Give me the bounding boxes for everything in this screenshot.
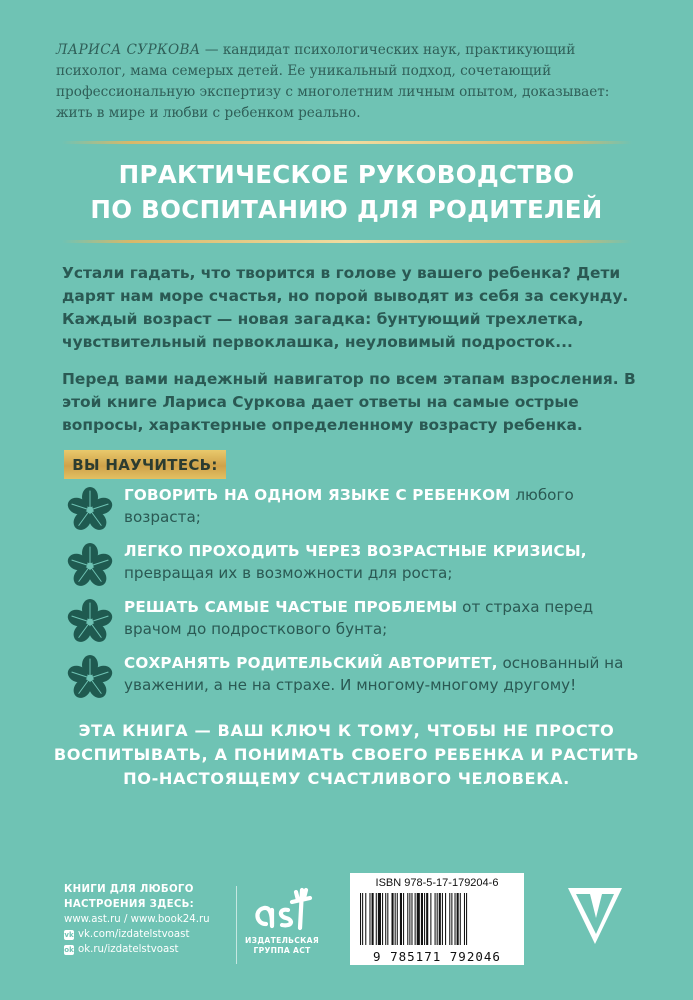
ok-icon: ok <box>64 945 74 954</box>
isbn-number: ISBN 978-5-17-179204-6 <box>375 877 499 889</box>
learn-item-text: от страха перед врачом до подросткового бунта; <box>124 598 594 638</box>
publisher-line-1: ИЗДАТЕЛЬСКАЯ <box>245 936 319 945</box>
learn-item-highlight: ГОВОРИТЬ НА ОДНОМ ЯЗЫКЕ С РЕБЕНКОМ <box>124 486 511 504</box>
closing-line-1: ЭТА КНИГА — ВАШ КЛЮЧ К ТОМУ, ЧТОБЫ НЕ ПРОСТО <box>78 721 615 740</box>
learn-item-text: любого возраста; <box>124 486 574 526</box>
learn-item <box>62 484 662 538</box>
footer-vk[interactable]: vk.com/izdatelstvoast <box>78 929 190 940</box>
barcode-bars <box>360 893 514 947</box>
author-bio <box>56 40 636 124</box>
ast-logo-icon <box>244 880 320 934</box>
learn-item <box>62 596 662 650</box>
footer-heading-1: КНИГИ ДЛЯ ЛЮБОГО <box>64 884 194 895</box>
ast-publisher-logo <box>244 880 320 970</box>
author-name: ЛАРИСА СУРКОВА <box>56 42 201 58</box>
footer-heading-2: НАСТРОЕНИЯ ЗДЕСЬ: <box>64 899 195 910</box>
headline-line-1: ПРАКТИЧЕСКОЕ РУКОВОДСТВО <box>118 160 575 189</box>
learn-badge: ВЫ НАУЧИТЕСЬ: <box>64 450 226 479</box>
gold-divider-bottom <box>62 240 632 243</box>
gold-divider-top <box>62 141 632 144</box>
learn-item-highlight: РЕШАТЬ САМЫЕ ЧАСТЫЕ ПРОБЛЕМЫ <box>124 598 458 616</box>
footer-links <box>64 882 234 957</box>
barcode-digits: 9 785171 792046 <box>373 949 501 964</box>
flower-icon <box>66 542 114 590</box>
learn-item <box>62 652 662 706</box>
learn-item-highlight: ЛЕГКО ПРОХОДИТЬ ЧЕРЕЗ ВОЗРАСТНЫЕ КРИЗИСЫ, <box>124 542 587 560</box>
learn-item-text: основанный на уважении, а не на страхе. И многому-многому другому! <box>124 654 624 694</box>
author-description: — кандидат психологических наук, практикующий психолог, мама семерых детей. Ее уникальный подход, сочетающий профессиональную экспертизу с многолетним личным опытом, доказывает: жить в мире и любви с ребенком реально. <box>56 42 610 121</box>
intro-paragraph-1: Устали гадать, что творится в голове у вашего ребенка? Дети дарят нам море счастья, но порой выводят из себя за секунду. Каждый возраст — новая загадка: бунтующий трехлетка, чувствительный первоклашка, неуловимый подросток... <box>62 264 629 351</box>
headline-line-2: ПО ВОСПИТАНИЮ ДЛЯ РОДИТЕЛЕЙ <box>90 195 603 224</box>
footer-ok[interactable]: ok.ru/izdatelstvoast <box>78 944 179 955</box>
learn-item <box>62 540 662 594</box>
closing-statement <box>0 719 693 791</box>
vk-icon: vk <box>64 930 74 939</box>
footer-divider <box>236 886 237 964</box>
closing-line-2: ВОСПИТЫВАТЬ, А ПОНИМАТЬ СВОЕГО РЕБЕНКА И РАСТИТЬ <box>53 745 640 764</box>
v-publisher-logo <box>560 880 630 950</box>
isbn-barcode <box>350 873 524 965</box>
publisher-line-2: ГРУППА АСТ <box>253 946 311 955</box>
closing-line-3: ПО-НАСТОЯЩЕМУ СЧАСТЛИВОГО ЧЕЛОВЕКА. <box>123 769 570 788</box>
flower-icon <box>66 654 114 702</box>
intro-paragraph-2: Перед вами надежный навигатор по всем этапам взросления. В этой книге Лариса Суркова дает ответы на самые острые вопросы, характерные определенному возрасту ребенка. <box>62 370 636 434</box>
footer-ok-row[interactable] <box>64 942 234 957</box>
flower-icon <box>66 486 114 534</box>
headline <box>0 157 693 227</box>
footer-sites[interactable]: www.ast.ru / www.book24.ru <box>64 914 210 925</box>
learn-item-highlight: СОХРАНЯТЬ РОДИТЕЛЬСКИЙ АВТОРИТЕТ, <box>124 654 498 672</box>
footer-vk-row[interactable] <box>64 927 234 942</box>
v-logo-icon <box>560 880 630 950</box>
flower-icon <box>66 598 114 646</box>
learn-item-text: превращая их в возможности для роста; <box>124 564 453 582</box>
